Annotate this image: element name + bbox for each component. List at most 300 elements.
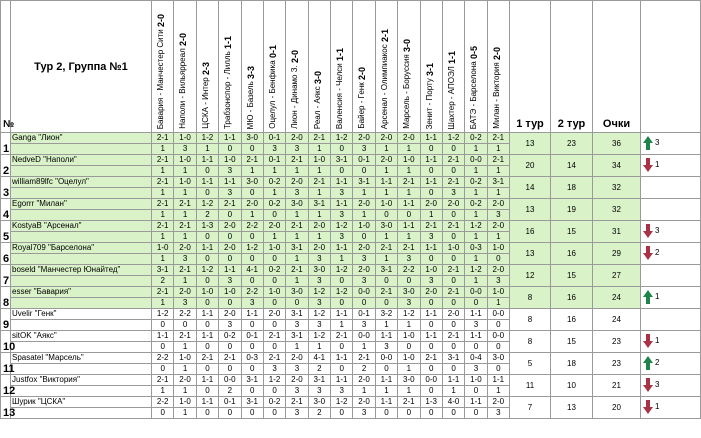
prediction-cell: 2-0 [353,375,375,386]
points-cell: 0 [420,320,442,331]
row-number: 6 [1,243,11,265]
player-row [1,133,701,144]
points-cell: 0 [219,342,241,353]
prediction-cell: 0-2 [263,177,285,188]
tour1-points: 8 [510,309,551,331]
prediction-cell: 1-1 [420,155,442,166]
points-cell: 2 [196,210,218,221]
prediction-cell: 1-1 [196,397,218,408]
prediction-cell: 2-0 [286,133,308,144]
prediction-cell: 2-0 [442,199,464,210]
match-label [199,62,213,129]
match-header [174,1,196,133]
prediction-cell: 0-0 [219,375,241,386]
prediction-cell: 3-1 [487,177,509,188]
prediction-cell: 2-0 [353,265,375,276]
tour2-points: 23 [551,133,593,155]
points-cell: 0 [375,276,397,287]
match-name: БАТЭ - Барселона [469,58,479,129]
trend-cell [641,199,701,221]
prediction-cell: 1-1 [442,375,464,386]
tour2-points: 16 [551,287,593,309]
match-header [375,1,397,133]
points-cell: 0 [420,364,442,375]
prediction-cell: 1-2 [442,133,464,144]
prediction-cell: 2-1 [152,375,174,386]
prediction-cell: 1-1 [375,177,397,188]
points-cell: 3 [353,276,375,287]
player-name-spacer [11,144,152,155]
points-cell: 0 [263,408,285,419]
prediction-cell: 2-0 [308,243,330,254]
points-cell: 3 [263,364,285,375]
prediction-cell: 2-0 [375,155,397,166]
row-number: 5 [1,221,11,243]
prediction-cell: 1-1 [331,309,353,320]
prediction-cell: 1-2 [331,397,353,408]
points-cell: 0 [465,408,487,419]
points-cell: 3 [219,166,241,177]
match-header [420,1,442,133]
points-cell: 0 [241,342,263,353]
total-points: 23 [593,331,641,353]
prediction-cell: 1-0 [420,265,442,276]
points-cell: 3 [353,408,375,419]
prediction-cell: 1-1 [398,199,420,210]
prediction-cell: 0-2 [263,397,285,408]
prediction-cell: 0-0 [420,375,442,386]
points-cell: 1 [308,144,330,155]
points-cell: 0 [442,320,464,331]
points-cell: 0 [152,364,174,375]
points-cell: 0 [241,276,263,287]
prediction-cell: 2-0 [286,177,308,188]
match-name: Арсенал - Олимпиакос [379,41,389,129]
points-cell: 3 [331,232,353,243]
tour1-points: 20 [510,155,551,177]
row-number: 11 [1,353,11,375]
points-cell: 3 [286,144,308,155]
prediction-cell: 2-1 [353,353,375,364]
prediction-cell: 2-1 [487,155,509,166]
points-cell: 0 [398,408,420,419]
points-cell: 3 [286,188,308,199]
points-cell: 0 [465,386,487,397]
tour2-points: 10 [551,375,593,397]
prediction-cell: 0-0 [353,331,375,342]
points-cell: 0 [398,342,420,353]
points-cell: 0 [487,320,509,331]
points-cell: 3 [353,320,375,331]
points-cell: 0 [152,408,174,419]
points-cell: 3 [331,210,353,221]
tour2-points: 15 [551,265,593,287]
trend-cell [641,155,701,177]
total-points: 32 [593,199,641,221]
player-name: boseld "Манчестер Юнайтед" [11,265,152,276]
prediction-cell: 1-1 [241,309,263,320]
row-number: 13 [1,397,11,419]
points-cell: 1 [152,254,174,265]
trend-value: 1 [655,160,660,169]
prediction-cell: 4-1 [241,265,263,276]
match-name: Лион - Динамо З. [290,63,300,129]
prediction-cell: 2-1 [219,199,241,210]
match-score: 2-3 [200,62,211,76]
points-cell: 1 [375,386,397,397]
prediction-cell: 2-2 [174,309,196,320]
match-header [219,1,241,133]
prediction-cell: 1-1 [420,177,442,188]
tour1-points: 5 [510,353,551,375]
prediction-cell: 4-1 [308,353,330,364]
points-cell: 0 [152,342,174,353]
prediction-cell: 0-1 [353,309,375,320]
player-row [1,353,701,364]
prediction-cell: 0-3 [465,243,487,254]
points-cell: 1 [286,342,308,353]
points-cell: 0 [487,364,509,375]
prediction-cell: 1-1 [196,331,218,342]
player-row [1,375,701,386]
prediction-cell: 3-1 [286,331,308,342]
trend-cell [641,221,701,243]
points-cell: 0 [353,166,375,177]
prediction-cell: 2-0 [353,133,375,144]
prediction-cell: 1-3 [420,397,442,408]
match-header [263,1,285,133]
prediction-cell: 1-1 [420,309,442,320]
points-cell: 0 [263,298,285,309]
prediction-cell: 3-0 [308,397,330,408]
points-cell: 0 [196,232,218,243]
player-row [1,243,701,254]
points-cell: 0 [442,408,464,419]
points-cell: 1 [308,188,330,199]
arrow-down-icon [643,400,653,414]
prediction-cell: 1-0 [487,287,509,298]
points-cell: 0 [353,298,375,309]
tour2-points: 16 [551,309,593,331]
points-cell: 0 [375,298,397,309]
points-cell: 1 [152,144,174,155]
prediction-cell: 1-0 [353,221,375,232]
match-header [398,1,420,133]
prediction-cell: 2-2 [241,287,263,298]
points-cell: 1 [286,254,308,265]
prediction-cell: 2-1 [331,331,353,342]
points-cell: 2 [308,364,330,375]
player-name-spacer [11,298,152,309]
prediction-cell: 3-2 [375,309,397,320]
prediction-cell: 1-0 [174,133,196,144]
points-cell: 3 [219,188,241,199]
points-cell: 1 [286,166,308,177]
prediction-cell: 2-0 [353,199,375,210]
points-cell: 3 [263,144,285,155]
points-cell: 0 [219,254,241,265]
points-cell: 0 [442,232,464,243]
prediction-cell: 1-0 [219,155,241,166]
prediction-cell: 2-0 [353,243,375,254]
match-score: 1-1 [446,50,457,64]
points-cell: 3 [286,364,308,375]
prediction-cell: 2-0 [286,375,308,386]
player-name-spacer [11,210,152,221]
prediction-cell: 0-0 [487,309,509,320]
match-label [266,45,280,129]
points-cell: 3 [331,386,353,397]
player-row [1,287,701,298]
prediction-cell: 2-1 [174,265,196,276]
prediction-cell: 3-1 [152,265,174,276]
points-cell: 3 [353,144,375,155]
points-cell: 3 [241,298,263,309]
prediction-cell: 1-2 [465,221,487,232]
match-label [154,14,168,129]
prediction-cell: 1-1 [331,199,353,210]
prediction-cell: 0-0 [465,155,487,166]
match-score: 3-1 [424,62,435,76]
prediction-cell: 2-1 [196,353,218,364]
match-label [378,29,392,129]
tour2-points: 18 [551,353,593,375]
points-cell: 1 [487,166,509,177]
tour1-points: 13 [510,243,551,265]
row-number: 12 [1,375,11,397]
match-label [221,36,235,129]
prediction-cell: 2-1 [487,133,509,144]
prediction-cell: 2-1 [152,199,174,210]
player-name: Spasatel "Марсель" [11,353,152,364]
player-name: Egorrr "Милан" [11,199,152,210]
points-cell: 3 [375,342,397,353]
total-points: 36 [593,133,641,155]
match-name: Шахтер - АПОЭЛ [446,63,456,129]
points-cell: 1 [286,276,308,287]
prediction-cell: 3-0 [375,221,397,232]
match-name: Валенсия - Челси [335,60,344,129]
points-cell: 0 [375,408,397,419]
points-cell: 1 [174,232,196,243]
points-cell: 3 [398,254,420,265]
player-name-spacer [11,320,152,331]
prediction-cell: 2-0 [442,309,464,320]
points-cell: 1 [487,298,509,309]
prediction-cell: 1-2 [465,265,487,276]
player-name-spacer [11,254,152,265]
prediction-cell: 2-1 [442,331,464,342]
prediction-cell: 2-0 [398,133,420,144]
trend-cell [641,353,701,375]
prediction-cell: 2-0 [241,199,263,210]
points-cell: 1 [241,166,263,177]
points-cell: 0 [420,254,442,265]
points-cell: 0 [263,386,285,397]
prediction-cell: 2-0 [219,309,241,320]
points-cell: 1 [487,188,509,199]
trend-cell [641,309,701,331]
points-cell: 0 [196,298,218,309]
points-cell: 1 [152,210,174,221]
points-cell: 0 [219,210,241,221]
header-row [1,1,701,133]
prediction-cell: 2-1 [442,155,464,166]
prediction-cell: 1-1 [196,243,218,254]
points-cell: 1 [174,386,196,397]
points-cell: 1 [152,298,174,309]
trend-cell [641,397,701,419]
prediction-cell: 1-1 [487,375,509,386]
tour2-points: 15 [551,221,593,243]
player-row [1,331,701,342]
total-points: 27 [593,265,641,287]
player-name: Royal709 "Барселона" [11,243,152,254]
prediction-cell: 2-1 [286,221,308,232]
trend-value: 3 [655,380,660,389]
prediction-cell: 2-1 [398,177,420,188]
points-cell: 0 [331,408,353,419]
tour1-points: 8 [510,287,551,309]
prediction-cell: 2-1 [152,133,174,144]
prediction-cell: 1-2 [196,133,218,144]
prediction-cell: 2-1 [308,133,330,144]
row-number: 1 [1,133,11,155]
prediction-cell: 1-2 [196,199,218,210]
match-header [353,1,375,133]
player-name-spacer [11,166,152,177]
points-cell: 0 [420,166,442,177]
player-name-spacer [11,364,152,375]
points-cell: 0 [241,188,263,199]
points-cell: 1 [241,210,263,221]
points-cell: 1 [174,342,196,353]
points-cell: 0 [420,188,442,199]
prediction-cell: 1-2 [398,309,420,320]
points-cell: 0 [442,342,464,353]
points-cell: 0 [487,342,509,353]
points-cell: 2 [353,364,375,375]
prediction-cell: 0-1 [353,155,375,166]
points-cell: 1 [331,320,353,331]
points-cell: 1 [174,408,196,419]
prediction-cell: 0-2 [219,331,241,342]
total-points: 24 [593,309,641,331]
match-label [311,71,325,129]
prediction-cell: 1-0 [263,243,285,254]
arrow-down-icon [643,224,653,238]
prediction-cell: 3-1 [286,309,308,320]
points-cell: 0 [196,276,218,287]
points-cell: 0 [241,254,263,265]
prediction-cell: 2-0 [420,287,442,298]
row-number: 10 [1,331,11,353]
points-cell: 1 [398,320,420,331]
match-name: Оцелул - Бенфика [267,58,277,129]
points-cell: 0 [375,210,397,221]
trend-header [641,1,701,133]
player-name-spacer [11,342,152,353]
total-points: 32 [593,177,641,199]
points-cell: 3 [219,320,241,331]
trend-value: 1 [655,402,660,411]
prediction-cell: 1-2 [196,265,218,276]
prediction-cell: 0-2 [465,199,487,210]
trend-value: 2 [655,248,660,257]
arrow-down-icon [643,334,653,348]
prediction-cell: 1-0 [442,243,464,254]
prediction-cell: 3-1 [442,353,464,364]
prediction-cell: 0-2 [263,199,285,210]
points-cell: 1 [353,210,375,221]
trend-value: 1 [655,292,660,301]
points-cell: 2 [219,386,241,397]
match-score: 1-1 [223,36,234,50]
match-label [288,50,302,129]
match-score: 1-1 [335,47,345,61]
prediction-cell: 0-4 [465,353,487,364]
prediction-cell: 2-1 [174,199,196,210]
prediction-cell: 1-2 [331,133,353,144]
arrow-up-icon [643,136,653,150]
points-cell: 1 [174,188,196,199]
points-cell: 0 [442,144,464,155]
match-header [196,1,218,133]
points-cell: 0 [196,364,218,375]
row-number-header: № [1,1,11,133]
points-cell: 1 [196,144,218,155]
points-cell: 3 [487,210,509,221]
prediction-cell: 2-1 [263,331,285,342]
prediction-cell: 1-2 [308,309,330,320]
points-cell: 3 [308,276,330,287]
points-cell: 1 [375,254,397,265]
tour2-points: 15 [551,331,593,353]
points-cell: 1 [398,364,420,375]
match-label [400,39,414,129]
prediction-cell: 3-0 [398,287,420,298]
prediction-cell: 2-1 [152,287,174,298]
total-points: 24 [593,287,641,309]
prediction-cell: 1-0 [263,287,285,298]
prediction-cell: 3-1 [241,375,263,386]
prediction-cell: 1-1 [465,331,487,342]
match-score: 2-0 [156,13,166,27]
points-cell: 0 [263,210,285,221]
points-cell: 1 [308,210,330,221]
prediction-cell: 1-0 [196,287,218,298]
total-points: 20 [593,397,641,419]
prediction-cell: 4-0 [442,397,464,408]
points-cell: 3 [353,254,375,265]
points-cell: 1 [286,210,308,221]
prediction-cell: 1-0 [465,375,487,386]
prediction-cell: 1-2 [308,287,330,298]
prediction-cell: 0-0 [353,287,375,298]
match-header [331,1,353,133]
tour1-points: 14 [510,177,551,199]
prediction-cell: 2-0 [219,221,241,232]
prediction-cell: 2-1 [263,353,285,364]
points-cell: 1 [353,342,375,353]
player-name-spacer [11,408,152,419]
points-cell: 3 [420,276,442,287]
tour1-points: 13 [510,199,551,221]
points-cell: 1 [398,166,420,177]
match-score: 2-0 [290,50,301,64]
prediction-cell: 2-1 [152,221,174,232]
points-cell: 0 [398,276,420,287]
